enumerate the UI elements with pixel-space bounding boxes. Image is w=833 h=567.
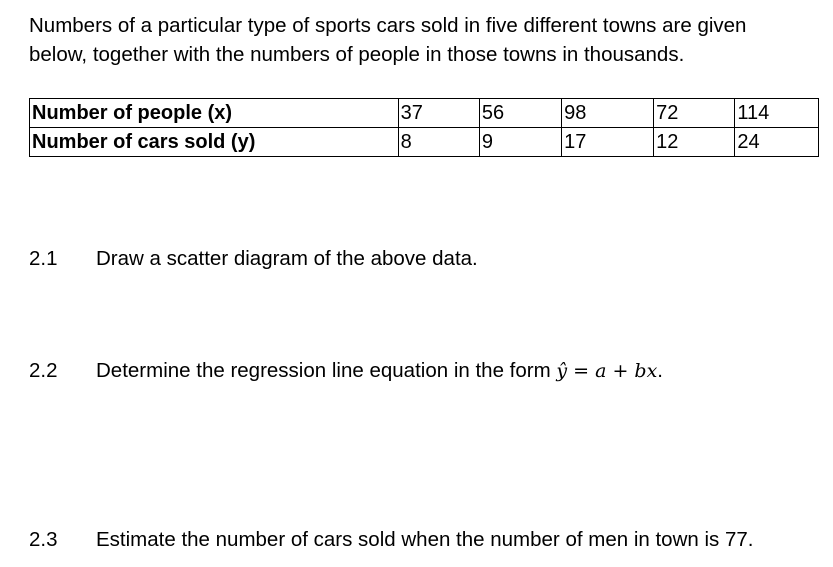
cars-value-3: 17 (562, 128, 654, 157)
table-row-people (30, 99, 819, 128)
cars-value-5: 24 (735, 128, 819, 157)
question-text: Determine the regression line equation in the form (96, 359, 557, 382)
question-number: 2.3 (29, 528, 58, 551)
row-label-cars: Number of cars sold (y) (30, 128, 399, 157)
question-2-3 (29, 527, 753, 553)
question-text: Estimate the number of cars sold when the number of men in town is 77. (96, 528, 754, 551)
people-value-4: 72 (654, 99, 735, 128)
people-value-3: 98 (562, 99, 654, 128)
row-label-people: Number of people (x) (30, 99, 399, 128)
people-value-1: 37 (398, 99, 479, 128)
intro-paragraph (29, 11, 829, 69)
question-suffix: . (657, 359, 663, 382)
question-text: Draw a scatter diagram of the above data. (96, 247, 478, 270)
question-2-2 (29, 358, 663, 384)
question-2-1 (29, 246, 478, 272)
data-table (29, 98, 819, 157)
cars-value-4: 12 (654, 128, 735, 157)
people-value-2: 56 (479, 99, 561, 128)
intro-line-2: below, together with the numbers of people in those towns in thousands. (29, 43, 685, 66)
question-number: 2.2 (29, 359, 58, 382)
table-row-cars (30, 128, 819, 157)
question-number: 2.1 (29, 247, 58, 270)
cars-value-2: 9 (479, 128, 561, 157)
regression-formula: ŷ = a + bx (556, 360, 658, 382)
intro-line-1: Numbers of a particular type of sports cars sold in five different towns are given (29, 14, 747, 37)
cars-value-1: 8 (398, 128, 479, 157)
people-value-5: 114 (735, 99, 819, 128)
